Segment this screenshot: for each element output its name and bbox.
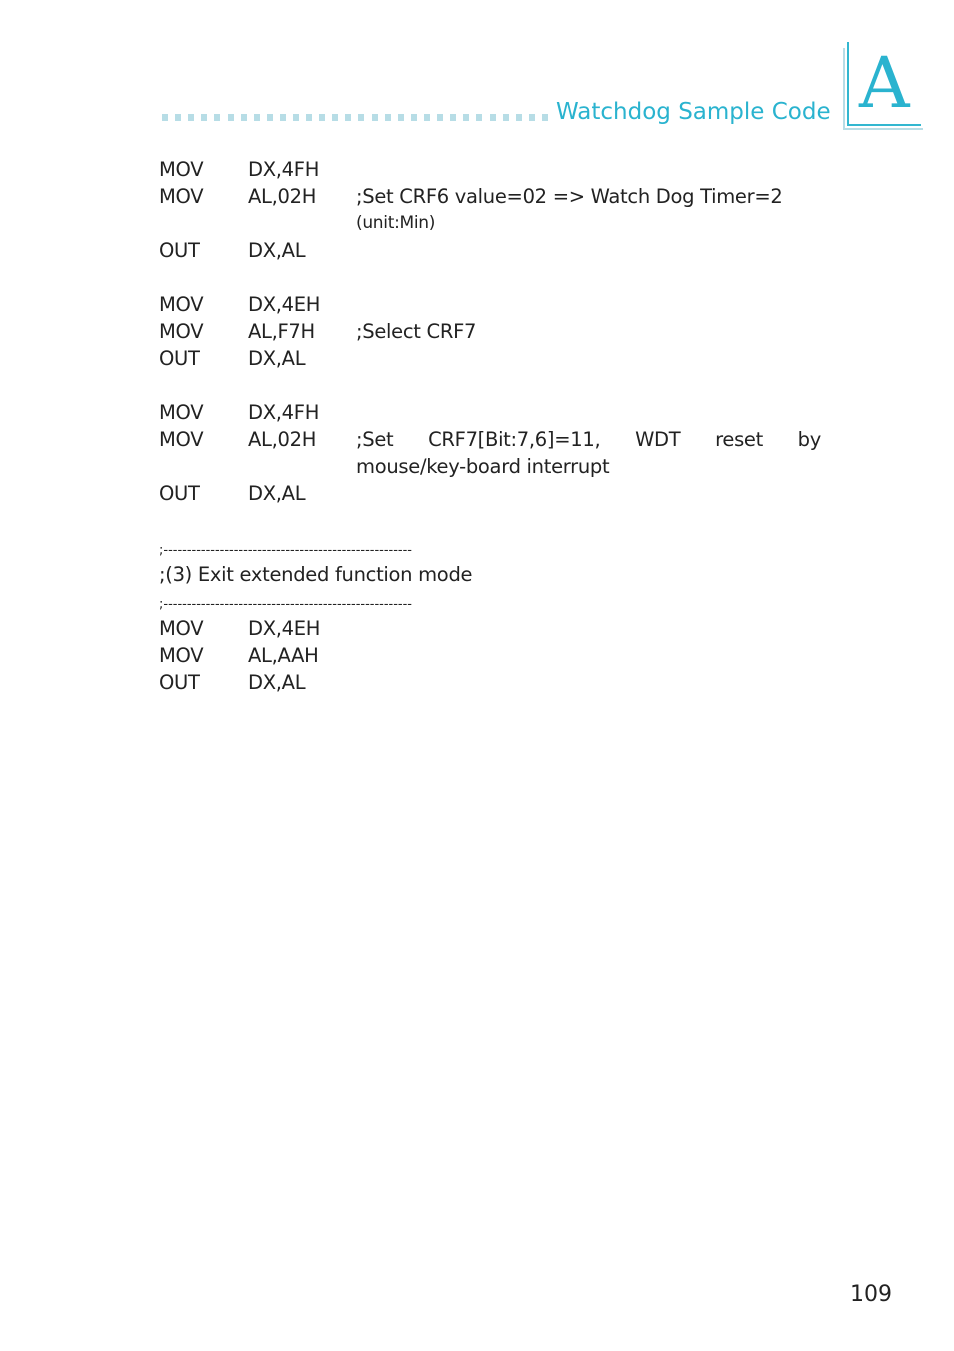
- code-operands: DX,AL: [248, 347, 306, 370]
- appendix-rule-left: [847, 42, 849, 126]
- header-dot: [293, 114, 299, 121]
- appendix-badge: [843, 36, 925, 130]
- code-line: [159, 237, 821, 264]
- blank-line: [159, 264, 821, 291]
- code-line: [159, 318, 821, 345]
- code-instruction: OUT: [159, 671, 200, 694]
- code-instruction: OUT: [159, 239, 200, 262]
- code-operands: DX,4EH: [248, 617, 321, 640]
- section-heading-comment: ;(3) Exit extended function mode: [159, 563, 473, 586]
- header-dot: [542, 114, 548, 121]
- code-line: [159, 669, 821, 696]
- code-instruction: MOV: [159, 185, 204, 208]
- code-comment: ;Select CRF7: [356, 320, 477, 343]
- header-dot: [214, 114, 220, 121]
- code-operands: AL,AAH: [248, 644, 319, 667]
- code-operands: DX,4FH: [248, 158, 320, 181]
- code-line: [159, 291, 821, 318]
- header-dot: [306, 114, 312, 121]
- header-dot: [450, 114, 456, 121]
- header-dot: [188, 114, 194, 121]
- comment-separator: ;-----------------------------------------------------: [159, 597, 412, 612]
- code-line: [159, 642, 821, 669]
- header-dot: [228, 114, 234, 121]
- header-dot: [332, 114, 338, 121]
- code-operands: DX,AL: [248, 239, 306, 262]
- appendix-rule-left-shadow: [843, 48, 845, 128]
- page-number: 109: [850, 1282, 892, 1307]
- code-line: [159, 480, 821, 507]
- header-dot: [345, 114, 351, 121]
- code-operands: DX,4EH: [248, 293, 321, 316]
- code-line: [159, 615, 821, 642]
- code-instruction: MOV: [159, 320, 204, 343]
- code-instruction: MOV: [159, 401, 204, 424]
- code-instruction: OUT: [159, 482, 200, 505]
- code-comment-note: (unit:Min): [356, 213, 436, 233]
- code-operands: DX,4FH: [248, 401, 320, 424]
- code-instruction: MOV: [159, 293, 204, 316]
- blank-line: [159, 507, 821, 534]
- header-dot: [398, 114, 404, 121]
- header-dot: [424, 114, 430, 121]
- blank-line: [159, 372, 821, 399]
- header-dot: [437, 114, 443, 121]
- code-line: [159, 426, 821, 480]
- header-dot: [201, 114, 207, 121]
- code-line: [159, 183, 821, 237]
- header-dot: [490, 114, 496, 121]
- header-dotted-rule: [162, 113, 554, 123]
- code-instruction: MOV: [159, 644, 204, 667]
- code-operands: AL,02H: [248, 185, 317, 208]
- appendix-letter: A: [859, 42, 910, 124]
- code-instruction: MOV: [159, 428, 204, 451]
- header-dot: [319, 114, 325, 121]
- comment-separator: ;-----------------------------------------------------: [159, 543, 412, 558]
- header-dot: [241, 114, 247, 121]
- header-dot: [411, 114, 417, 121]
- code-operands: AL,F7H: [248, 320, 315, 343]
- header-dot: [516, 114, 522, 121]
- code-line: [159, 399, 821, 426]
- code-instruction: OUT: [159, 347, 200, 370]
- header-dot: [385, 114, 391, 121]
- header-dot: [280, 114, 286, 121]
- code-comment: ;Set CRF7[Bit:7,6]=11, WDT reset by mouse/key-board interrupt: [356, 428, 821, 478]
- code-listing: [159, 156, 821, 696]
- header-dot: [358, 114, 364, 121]
- header-dot: [267, 114, 273, 121]
- code-instruction: MOV: [159, 617, 204, 640]
- code-operands: DX,AL: [248, 482, 306, 505]
- header-dot: [254, 114, 260, 121]
- code-operands: AL,02H: [248, 428, 317, 451]
- page-header-title: Watchdog Sample Code: [556, 99, 831, 125]
- code-comment: ;Set CRF6 value=02 => Watch Dog Timer=2: [356, 185, 783, 208]
- header-dot: [476, 114, 482, 121]
- code-instruction: MOV: [159, 158, 204, 181]
- header-dot: [529, 114, 535, 121]
- header-dot: [463, 114, 469, 121]
- code-line: [159, 156, 821, 183]
- header-dot: [162, 114, 168, 121]
- header-dot: [372, 114, 378, 121]
- code-line: [159, 345, 821, 372]
- header-dot: [503, 114, 509, 121]
- header-dot: [175, 114, 181, 121]
- code-operands: DX,AL: [248, 671, 306, 694]
- appendix-rule-bottom-shadow: [843, 128, 923, 130]
